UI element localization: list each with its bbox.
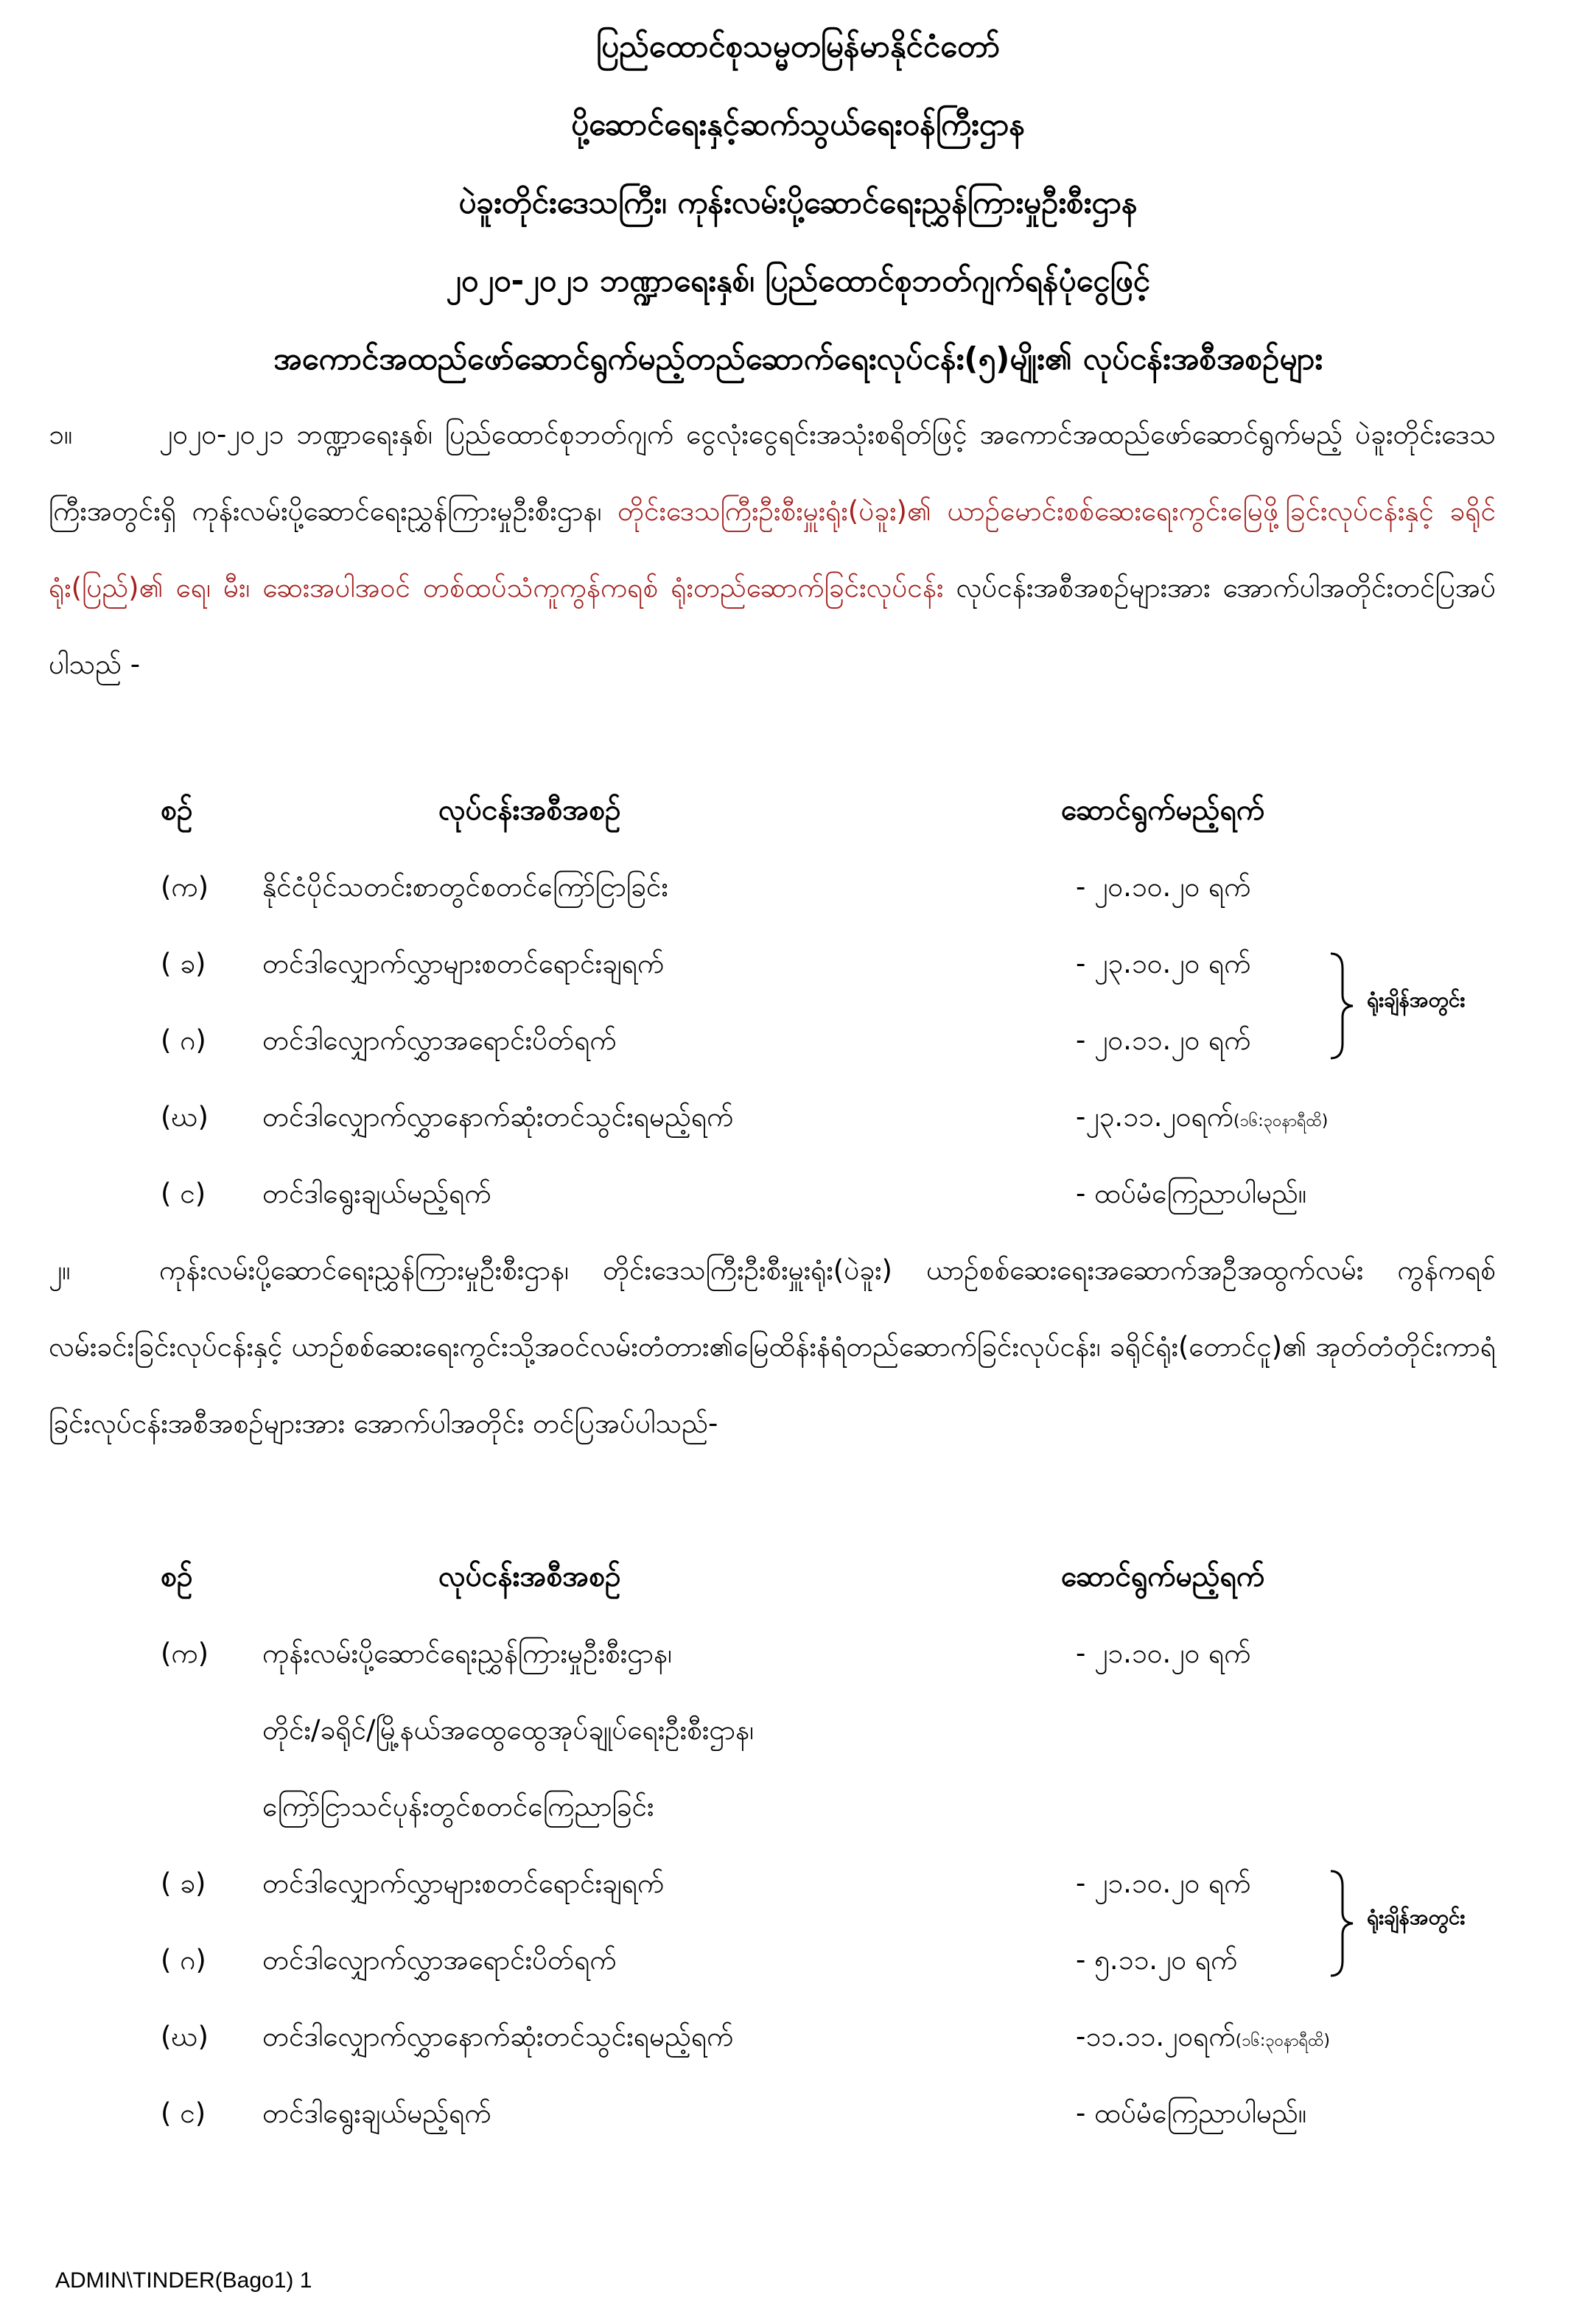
item-label: ( ခ) <box>161 1867 206 1899</box>
section-1-item-nga <box>0 1156 1596 1232</box>
header-no: စဉ် <box>161 1560 193 1593</box>
section-1-item-ka <box>0 849 1596 926</box>
section-1-item-kha <box>0 926 1596 1002</box>
item-date: - ထပ်မံကြေညာပါမည်။ <box>1076 1178 1306 1209</box>
section-1-table-header <box>0 772 1596 849</box>
item-date: - ၂၁.၁၀.၂၀ ရက် <box>1076 1867 1251 1899</box>
item-text: တင်ဒါလျှောက်လွှာအရောင်းပိတ်ရက် <box>262 1024 617 1056</box>
section-1-number: ၁။ <box>49 419 73 450</box>
item-date <box>1076 1079 1328 1160</box>
title-line-1: ပြည်ထောင်စုသမ္မတမြန်မာနိုင်ငံတော် <box>595 28 1000 64</box>
title-line-4: ၂၀၂၀-၂၀၂၁ ဘဏ္ဍာရေးနှစ်၊ ပြည်ထောင်စုဘတ်ဂျက်ရန်ပုံငွေဖြင့် <box>446 262 1150 298</box>
item-text: တင်ဒါလျှောက်လွှာများစတင်ရောင်းချရက် <box>262 1867 665 1899</box>
item-text-line-3: ကြော်ငြာသင်ပုန်းတွင်စတင်ကြေညာခြင်း <box>262 1791 654 1822</box>
item-date: - ၂၀.၁၀.၂၀ ရက် <box>1076 871 1251 903</box>
item-label: (က) <box>161 871 209 903</box>
section-1-brace-label: ရုံးချိန်အတွင်း <box>1367 988 1466 1012</box>
item-label: (ဃ) <box>161 2021 209 2052</box>
header-date: ဆောင်ရွက်မည့်ရက် <box>1061 1560 1265 1593</box>
header-date: ဆောင်ရွက်မည့်ရက် <box>1061 794 1265 827</box>
item-label: (ဃ) <box>161 1101 209 1133</box>
section-1-highlight: တိုင်းဒေသကြီးဦးစီးမှူးရုံး(ပဲခူး)၏ ယာဉ်မောင်းစစ်ဆေးရေးကွင်းမြေဖို့ခြင်းလုပ်ငန်းနှင့် ခရိုင်ရုံး(ပြည်)၏ ရေ၊ မီး၊ ဆေးအပါအဝင် တစ်ထပ်သံကူကွန်ကရစ် ရုံးတည်ဆောက်ခြင်းလုပ်ငန်း <box>49 495 1496 604</box>
section-2-intro: ကုန်းလမ်းပို့ဆောင်ရေးညွှန်ကြားမှုဦးစီးဌာန၊ တိုင်းဒေသကြီးဦးစီးမှူးရုံး(ပဲခူး) ယာဉ်စစ်ဆေးရေးအဆောက်အဦအထွက်လမ်း ကွန်ကရစ်လမ်းခင်းခြင်းလုပ်ငန်းနှင့် ယာဉ်စစ်ဆေးရေးကွင်းသို့အဝင်လမ်းတံတား၏မြေထိန်းနံရံတည်ဆောက်ခြင်းလုပ်ငန်း၊ ခရိုင်ရုံး(တောင်ငူ)၏ အုတ်တံတိုင်းကာရံခြင်းလုပ်ငန်းအစီအစဉ်များအား အောက်ပါအတိုင်း တင်ပြအပ်ပါသည်- <box>49 1254 1496 1439</box>
item-text: နိုင်ငံပိုင်သတင်းစာတွင်စတင်ကြော်ငြာခြင်း <box>262 871 668 903</box>
section-1-paragraph <box>49 396 1496 703</box>
section-2-item-kha <box>0 1845 1596 1922</box>
section-1-tail: လုပ်ငန်းအစီအစဉ်များအား အောက်ပါအတိုင်းတင်ပြအပ်ပါသည် - <box>49 572 1496 680</box>
item-date: - ၂၃.၁၀.၂၀ ရက် <box>1076 948 1251 979</box>
item-text: တင်ဒါလျှောက်လွှာအရောင်းပိတ်ရက် <box>262 1944 617 1976</box>
section-2-table-header <box>0 1539 1596 1615</box>
section-2-brace-label: ရုံးချိန်အတွင်း <box>1367 1905 1466 1929</box>
item-text: တင်ဒါလျှောက်လွှာများစတင်ရောင်းချရက် <box>262 948 665 979</box>
section-2-item-ka-line-2 <box>0 1692 1596 1769</box>
item-date: - ၅.၁၁.၂၀ ရက် <box>1076 1944 1238 1976</box>
item-label: ( င) <box>161 2097 206 2129</box>
item-time-note: (၁၆:၃၀နာရီထိ) <box>1235 2032 1330 2050</box>
section-2-paragraph <box>49 1232 1496 1462</box>
header-plan: လုပ်ငန်းအစီအစဉ် <box>438 794 621 827</box>
item-label: ( ဂ) <box>161 1024 206 1056</box>
title-line-2: ပို့ဆောင်ရေးနှင့်ဆက်သွယ်ရေးဝန်ကြီးဌာန <box>571 106 1025 142</box>
item-date-value: -၁၁.၁၁.၂၀ရက် <box>1076 2021 1236 2052</box>
section-1-item-gha <box>0 1079 1596 1156</box>
section-2-item-gha <box>0 1999 1596 2075</box>
item-label: (က) <box>161 1637 209 1669</box>
item-text: တင်ဒါရွေးချယ်မည့်ရက် <box>262 2097 491 2129</box>
header-no: စဉ် <box>161 794 193 827</box>
item-date: - ၂၀.၁၁.၂၀ ရက် <box>1076 1024 1251 1056</box>
section-2-brace <box>1326 1868 1356 1979</box>
section-2-item-ka-line-3 <box>0 1769 1596 1845</box>
item-text: တင်ဒါလျှောက်လွှာနောက်ဆုံးတင်သွင်းရမည့်ရက် <box>262 2021 734 2052</box>
item-text-line-2: တိုင်း/ခရိုင်/မြို့နယ်အထွေထွေအုပ်ချုပ်ရေးဦးစီးဌာန၊ <box>262 1714 755 1746</box>
section-2-item-ga <box>0 1922 1596 1999</box>
item-date: - ၂၁.၁၀.၂၀ ရက် <box>1076 1637 1251 1669</box>
title-line-3: ပဲခူးတိုင်းဒေသကြီး၊ ကုန်းလမ်းပို့ဆောင်ရေးညွှန်ကြားမှုဦးစီးဌာန <box>458 184 1138 220</box>
item-label: ( င) <box>161 1178 206 1209</box>
section-1-item-ga <box>0 1002 1596 1079</box>
item-text: တင်ဒါရွေးချယ်မည့်ရက် <box>262 1178 491 1209</box>
section-2-item-nga <box>0 2075 1596 2152</box>
item-label: ( ဂ) <box>161 1944 206 1976</box>
item-date <box>1076 1999 1330 2080</box>
title-line-5: အကောင်အထည်ဖော်ဆောင်ရွက်မည့်တည်ဆောက်ရေးလုပ်ငန်း(၅)မျိုး၏ လုပ်ငန်းအစီအစဉ်များ <box>273 340 1323 377</box>
section-1-intro: ၂၀၂၀-၂၀၂၁ ဘဏ္ဍာရေးနှစ်၊ ပြည်ထောင်စုဘတ်ဂျက် ငွေလုံးငွေရင်းအသုံးစရိတ်ဖြင့် အကောင်အထည်ဖော်ဆောင်ရွက်မည့် ပဲခူးတိုင်းဒေသကြီးအတွင်းရှိ ကုန်းလမ်းပို့ဆောင်ရေးညွှန်ကြားမှုဦးစီးဌာန၊ <box>49 419 1496 527</box>
item-text-line-1: ကုန်းလမ်းပို့ဆောင်ရေးညွှန်ကြားမှုဦးစီးဌာန၊ <box>262 1637 672 1669</box>
section-2-item-ka <box>0 1615 1596 1692</box>
section-1-brace <box>1326 951 1356 1061</box>
title-block <box>0 7 1596 398</box>
header-plan: လုပ်ငန်းအစီအစဉ် <box>438 1560 621 1593</box>
item-label: ( ခ) <box>161 948 206 979</box>
item-text: တင်ဒါလျှောက်လွှာနောက်ဆုံးတင်သွင်းရမည့်ရက် <box>262 1101 734 1133</box>
item-date-value: -၂၃.၁၁.၂၀ရက် <box>1076 1101 1233 1133</box>
item-time-note: (၁၆:၃၀နာရီထိ) <box>1233 1112 1329 1130</box>
section-2-number: ၂။ <box>49 1254 71 1286</box>
footer-path: ADMIN\TINDER(Bago1) 1 <box>55 2268 312 2293</box>
item-date: - ထပ်မံကြေညာပါမည်။ <box>1076 2097 1306 2129</box>
